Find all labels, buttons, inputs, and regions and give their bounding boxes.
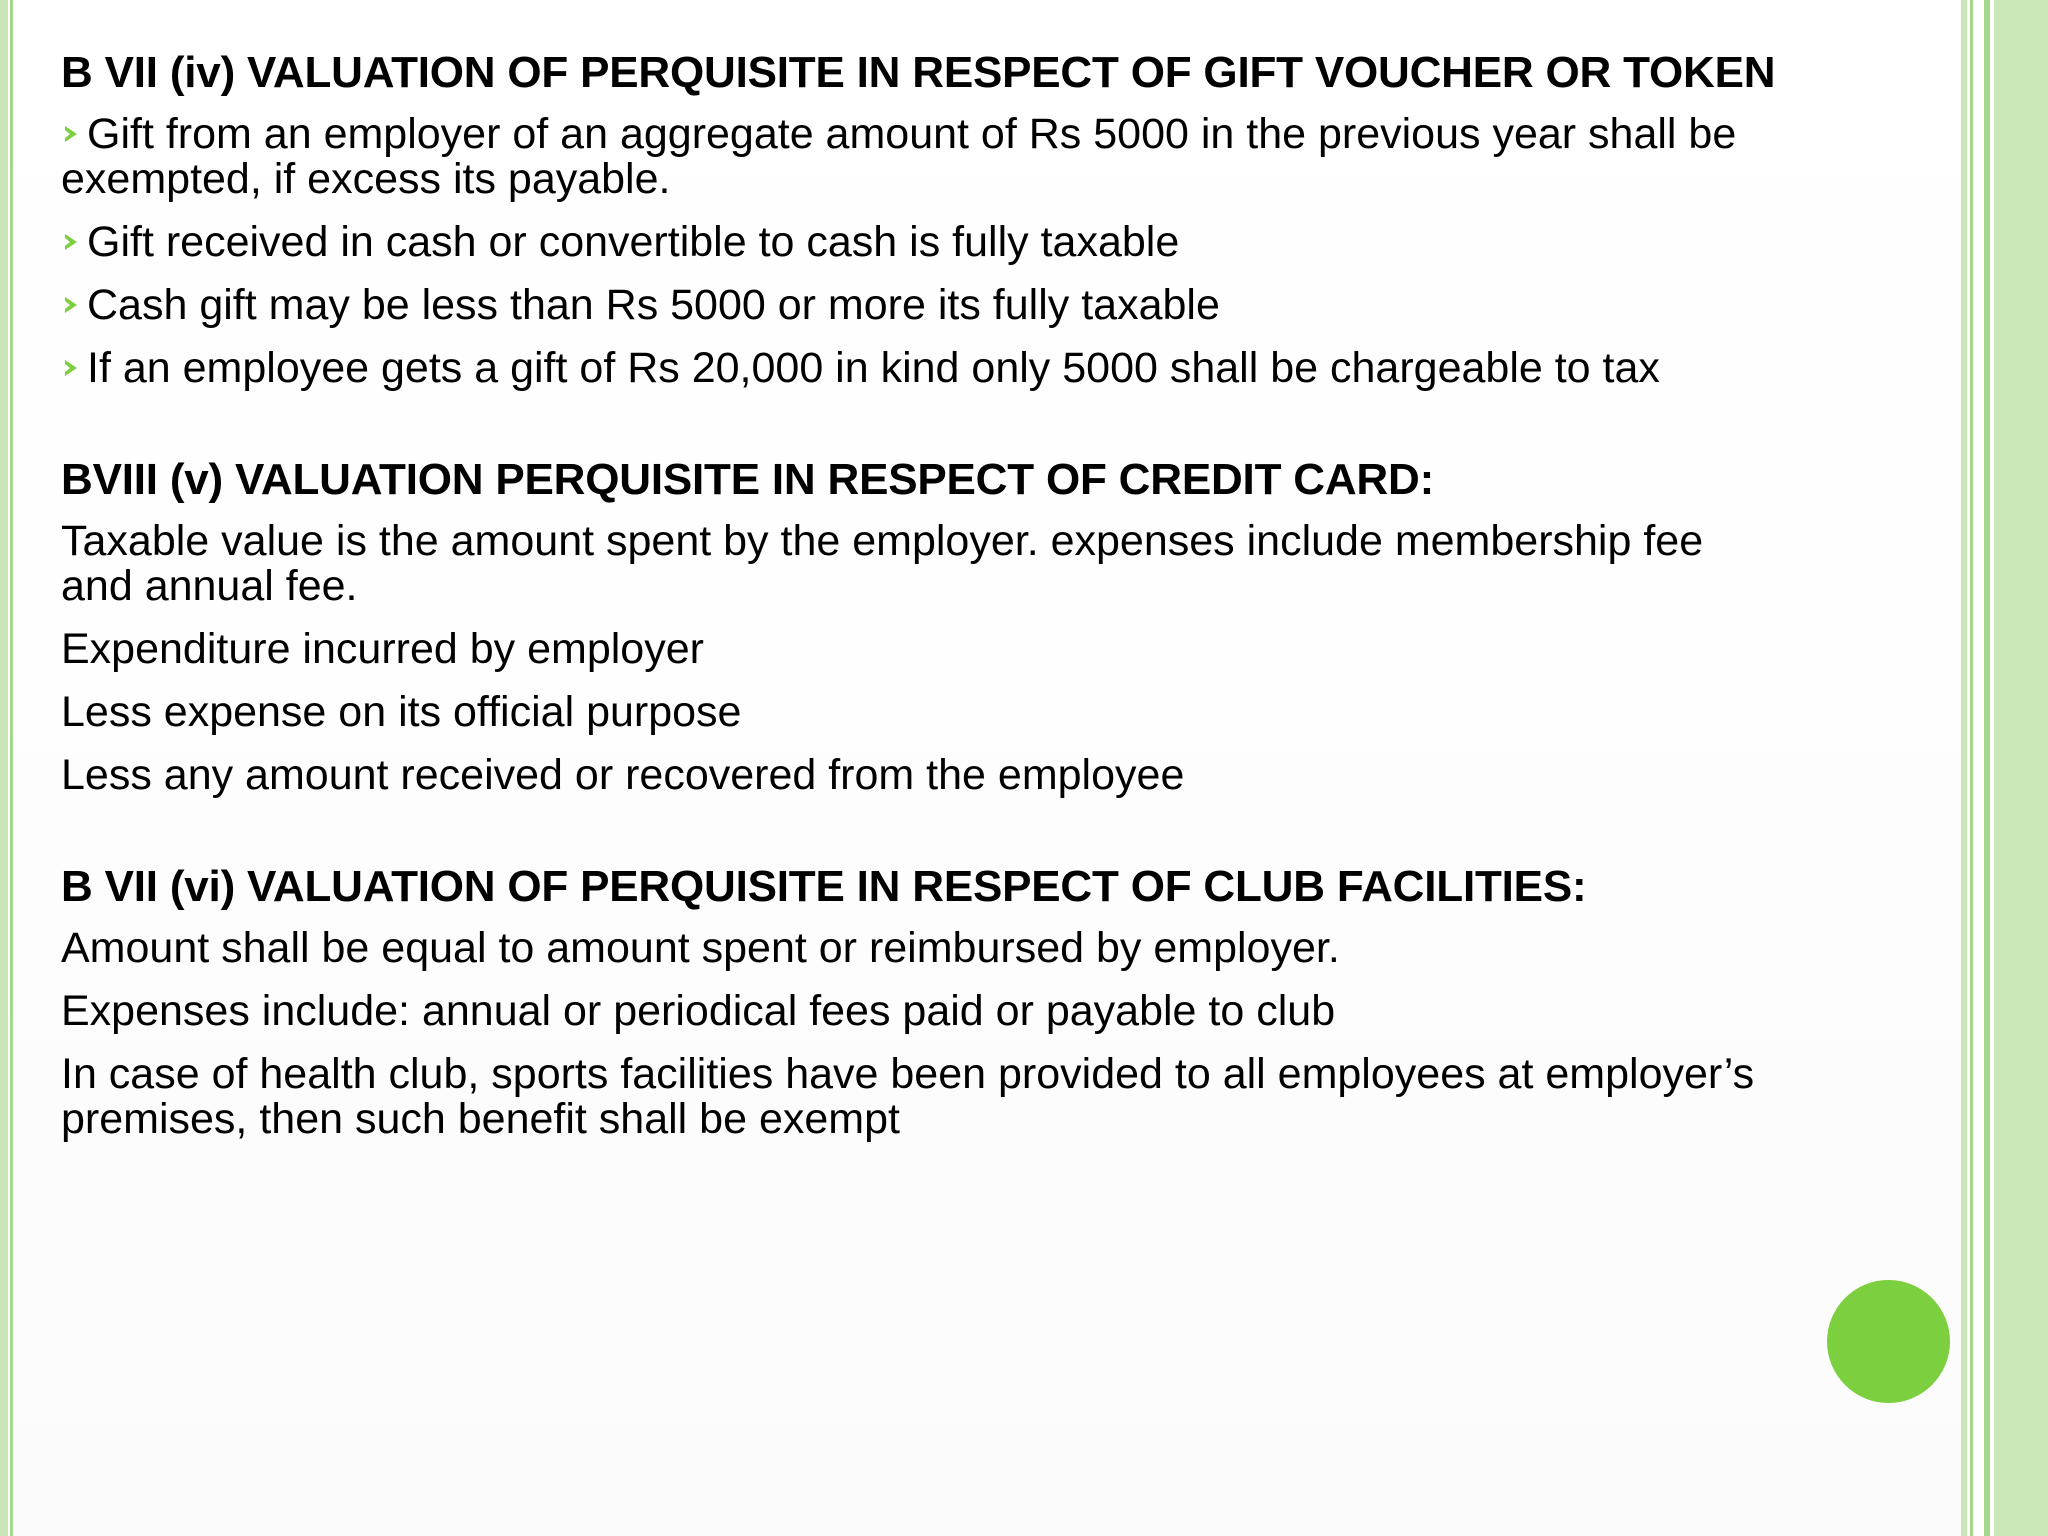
bullet-text: Gift received in cash or convertible to cash is fully taxable xyxy=(87,218,1180,266)
bullet-item xyxy=(61,220,1961,265)
arrow-bullet-icon xyxy=(65,297,77,313)
paragraph xyxy=(61,1052,1961,1142)
bullet-text-continued: exempted, if excess its payable. xyxy=(61,155,671,203)
right-border-line xyxy=(1961,0,1967,1536)
paragraph: Expenditure incurred by employer xyxy=(61,625,704,673)
right-border-line xyxy=(1970,0,1973,1536)
bullet-item xyxy=(61,346,1961,391)
arrow-bullet-icon xyxy=(65,234,77,250)
paragraph: Amount shall be equal to amount spent or reimbursed by employer. xyxy=(61,924,1340,972)
section-heading-gift-voucher: B VII (iv) VALUATION OF PERQUISITE IN RESPECT OF GIFT VOUCHER OR TOKEN xyxy=(61,48,1776,97)
arrow-bullet-icon xyxy=(65,126,77,142)
bullet-text: Cash gift may be less than Rs 5000 or more its fully taxable xyxy=(87,281,1220,329)
arrow-bullet-icon xyxy=(65,360,77,376)
section-spacer xyxy=(61,816,1961,862)
paragraph-line: Taxable value is the amount spent by the employer. expenses include membership fee xyxy=(61,517,1704,565)
paragraph-line: and annual fee. xyxy=(61,562,358,610)
paragraph: Expenses include: annual or periodical fees paid or payable to club xyxy=(61,987,1336,1035)
bullet-item xyxy=(61,283,1961,328)
paragraph: Less expense on its official purpose xyxy=(61,688,742,736)
slide-content xyxy=(61,48,1961,1160)
bullet-item xyxy=(61,112,1961,202)
section-heading-club-facilities: B VII (vi) VALUATION OF PERQUISITE IN RESPECT OF CLUB FACILITIES: xyxy=(61,862,1587,911)
section-heading-credit-card: BVIII (v) VALUATION PERQUISITE IN RESPECT OF CREDIT CARD: xyxy=(61,455,1435,504)
decorative-green-circle xyxy=(1827,1280,1950,1403)
paragraph: Less any amount received or recovered from the employee xyxy=(61,751,1185,799)
paragraph-line: In case of health club, sports facilities have been provided to all employees at employer’s xyxy=(61,1050,1755,1098)
section-spacer xyxy=(61,409,1961,455)
left-border-outer xyxy=(0,0,8,1536)
paragraph xyxy=(61,519,1961,609)
bullet-text: If an employee gets a gift of Rs 20,000 in kind only 5000 shall be chargeable to tax xyxy=(87,344,1660,392)
bullet-text: Gift from an employer of an aggregate amount of Rs 5000 in the previous year shall be xyxy=(87,110,1737,158)
right-border-fill xyxy=(1994,0,2048,1536)
right-border-line xyxy=(1984,0,1990,1536)
left-border-inner xyxy=(10,0,13,1536)
paragraph-line: premises, then such benefit shall be exempt xyxy=(61,1095,900,1143)
